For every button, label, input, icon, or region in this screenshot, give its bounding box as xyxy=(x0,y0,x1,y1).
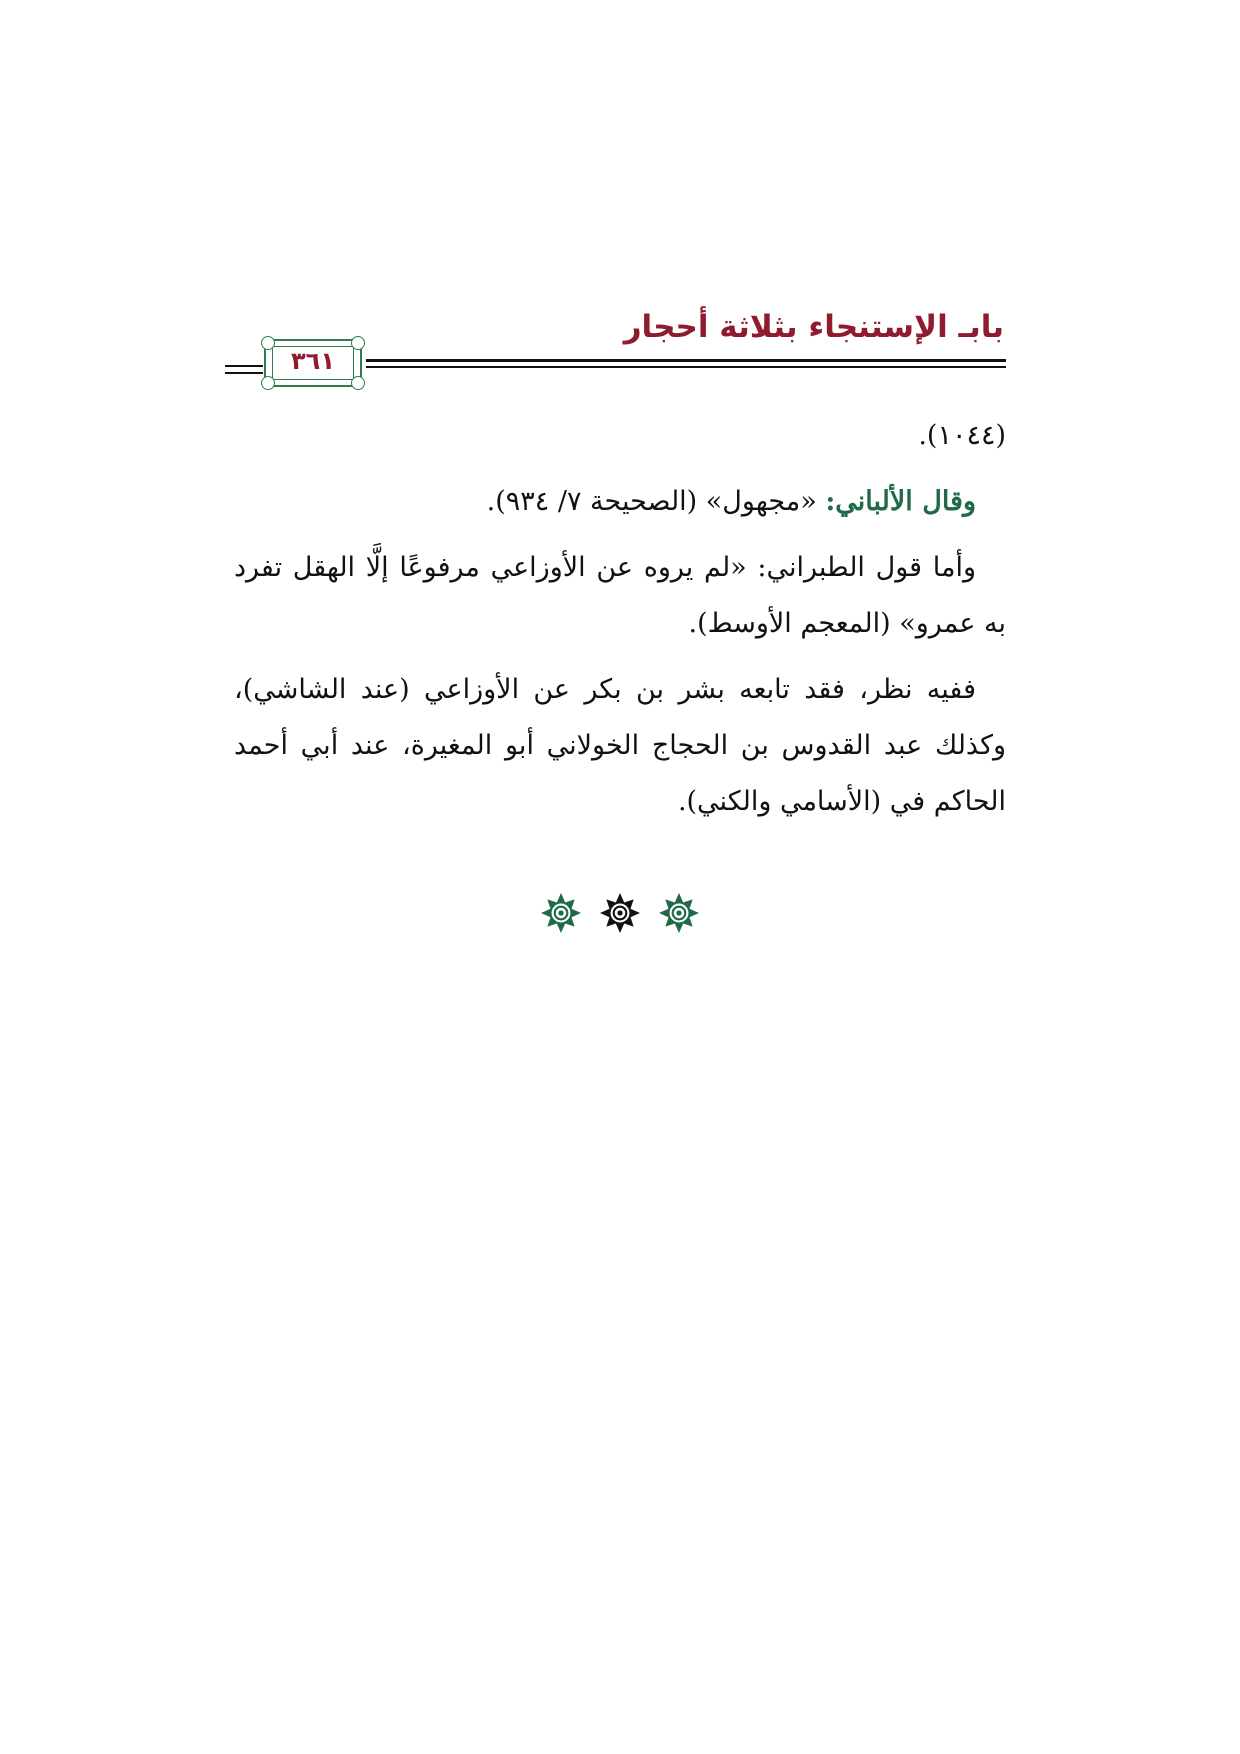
albani-verdict xyxy=(234,474,1006,530)
tabarani-paragraph: وأما قول الطبراني: «لم يروه عن الأوزاعي مرفوعًا إلَّا الهقل تفرد به عمرو» (المعجم الأوسط). xyxy=(234,552,1006,639)
verdict-text: «مجهول» (الصحيحة ٧/ ٩٣٤). xyxy=(486,486,826,517)
speaker-label: وقال الألباني: xyxy=(825,486,976,517)
page-body xyxy=(234,408,1006,840)
header-rule-right xyxy=(366,359,1006,368)
star-flower-ornament-icon xyxy=(599,892,641,934)
badge-corner-ornament-icon xyxy=(261,376,275,390)
page-number-badge xyxy=(264,339,362,387)
badge-corner-ornament-icon xyxy=(351,376,365,390)
reference-line: (١٠٤٤). xyxy=(918,420,1006,451)
section-end-ornaments xyxy=(540,888,700,938)
star-flower-ornament-icon xyxy=(540,892,582,934)
objection-paragraph: ففيه نظر، فقد تابعه بشر بن بكر عن الأوزاعي (عند الشاشي)، وكذلك عبد القدوس بن الحجاج الخولاني أبو المغيرة، عند أبي أحمد الحاكم في (الأسامي والكني). xyxy=(234,674,1006,817)
chapter-title: بابـ الإستنجاء بثلاثة أحجار xyxy=(623,309,1004,345)
header-rule-left xyxy=(225,365,263,374)
page-number: ٣٦١ xyxy=(291,347,335,375)
page-header xyxy=(0,0,1240,400)
star-flower-ornament-icon xyxy=(658,892,700,934)
